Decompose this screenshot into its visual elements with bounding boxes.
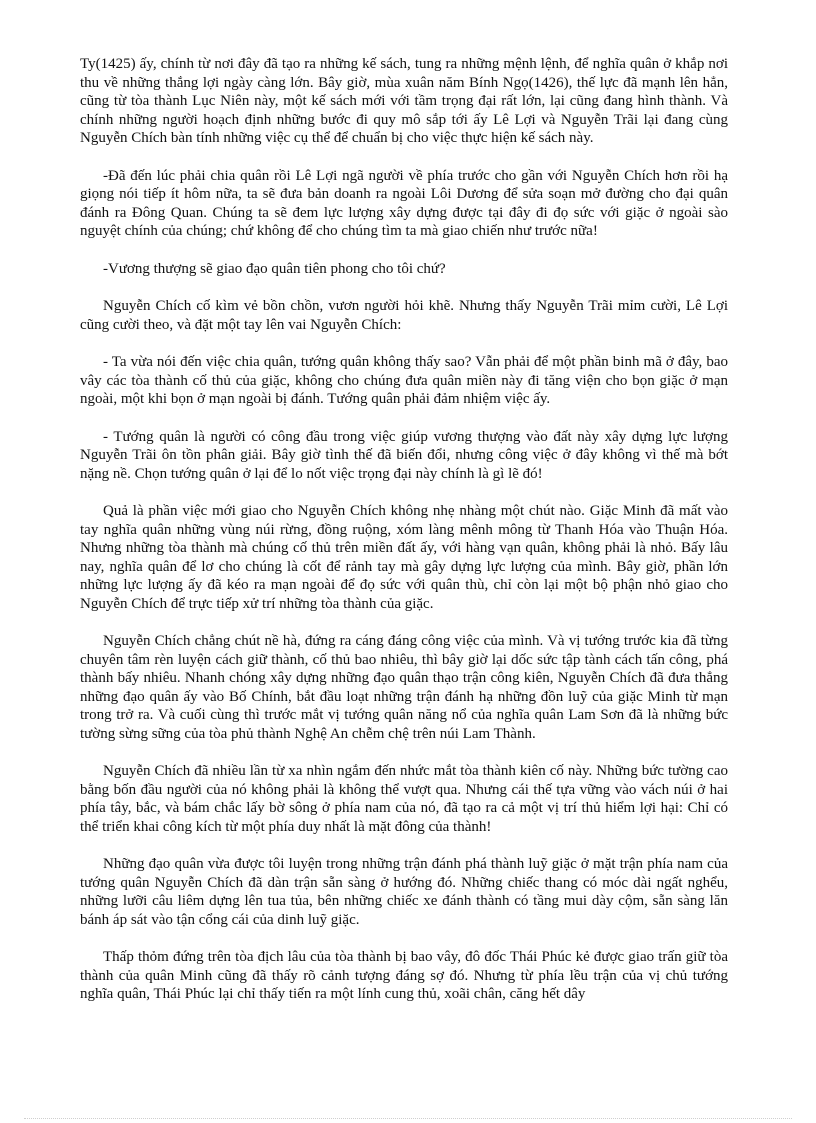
paragraph: Nguyễn Chích đã nhiều lần từ xa nhìn ngắm đến nhức mắt tòa thành kiên cố này. Những bức tường cao bằng bốn đầu người của nó không phải là không thể vượt qua. Nhưng cái thế tựa vững vào vách núi ở hai phía tây, bắc, và bám chắc lấy bờ sông ở phía nam của nó, đã tạo ra cả một vị trí thủ hiểm lợi hại: Chỉ có thể triển khai công kích từ một phía duy nhất là mặt đông của thành!: [80, 763, 728, 835]
paragraph: Ty(1425) ấy, chính từ nơi đây đã tạo ra những kế sách, tung ra những mệnh lệnh, để nghĩa quân ở khắp nơi thu về những thắng lợi ngày càng lớn. Bây giờ, mùa xuân năm Bính Ngọ(1426), thế lực đã mạnh lên hẳn, cũng từ tòa thành Lục Niên này, một kế sách mới với tầm trọng đại rất lớn, lại cũng đang hình thành. Và chính những người hoạch định những bước đi quy mô sắp tới ấy Lê Lợi và Nguyễn Trãi lại đang cùng Nguyễn Chích bàn tính những việc cụ thể để chuẩn bị cho việc thực hiện kế sách này.: [80, 56, 728, 146]
paragraph: -Đã đến lúc phải chia quân rồi Lê Lợi ngã người về phía trước cho gần với Nguyễn Chích hơn rồi hạ giọng nói tiếp ít hôm nữa, ta sẽ đưa bản doanh ra ngoài Lôi Dương để sửa soạn mở đường cho đại quân đánh ra Đông Quan. Chúng ta sẽ đem lực lượng xây dựng được tại đây đi đọ sức với giặc ở ngoài sào nguyệt chính của chúng; chứ không để cho chúng tìm ta mà giao chiến như trước nữa!: [80, 167, 728, 239]
paragraph: Nguyễn Chích chẳng chút nề hà, đứng ra cáng đáng công việc của mình. Và vị tướng trước kia đã từng chuyên tâm rèn luyện cách giữ thành, cố thủ bao nhiêu, thì bây giờ lại dốc sức tập tành cách tấn công, phá thành bấy nhiêu. Nhanh chóng xây dựng những đạo quân thạo trận công kiên, Nguyễn Chích đã đưa thẳng những đạo quân ấy vào Bố Chính, bắt đầu loạt những trận đánh hạ những đồn luỹ của giặc Minh từ mạn trong trở ra. Và cuối cùng thì trước mắt vị tướng quân năng nổ của nghĩa quân Lam Sơn đã là những bức tường sừng sững của tòa phủ thành Nghệ An chễm chệ trên núi Lam Thành.: [80, 633, 728, 742]
paragraph: Quả là phần việc mới giao cho Nguyễn Chích không nhẹ nhàng một chút nào. Giặc Minh đã mất vào tay nghĩa quân những vùng núi rừng, đồng ruộng, xóm làng mênh mông từ Thanh Hóa vào Thuận Hóa. Nhưng những tòa thành mà chúng cố thủ trên miền đất ấy, với hàng vạn quân, không phải là nhỏ. Bấy lâu nay, nghĩa quân để lơ cho chúng là cốt để rảnh tay mà gây dựng lực lượng của mình. Bây giờ, phần lớn những lực lượng ấy đã kéo ra mạn ngoài để đọ sức với quân thù, chỉ còn lại một bộ phận nhỏ giao cho Nguyễn Chích để trực tiếp xử trí những tòa thành của giặc.: [80, 503, 728, 612]
paragraph: Nguyễn Chích cố kìm vẻ bồn chồn, vươn người hỏi khẽ. Nhưng thấy Nguyễn Trãi mỉm cười, Lê Lợi cũng cười theo, và đặt một tay lên vai Nguyễn Chích:: [80, 298, 728, 333]
paragraph: Những đạo quân vừa được tôi luyện trong những trận đánh phá thành luỹ giặc ở mặt trận phía nam của tướng quân Nguyễn Chích đã dàn trận sẵn sàng ở hướng đó. Những chiếc thang có móc dài ngất nghểu, những lưỡi câu liêm dựng lên tua tủa, bên những chiếc xe đánh thành có tầng mui dày cộm, sẵn sàng lăn bánh áp sát vào tận cổng cái của dinh luỹ giặc.: [80, 856, 728, 928]
page-bottom-divider: [24, 1118, 792, 1119]
paragraph: - Tướng quân là người có công đầu trong việc giúp vương thượng vào đất này xây dựng lực lượng Nguyễn Trãi ôn tồn phân giải. Bây giờ tình thế đã biến đổi, nhưng công việc ở đây không vì thế mà bớt nặng nề. Chọn tướng quân ở lại để lo nốt việc trọng đại này chính là gì lẽ đó!: [80, 428, 728, 482]
paragraph: -Vương thượng sẽ giao đạo quân tiên phong cho tôi chứ?: [103, 260, 446, 277]
document-page: [80, 55, 728, 1023]
paragraph: Thấp thỏm đứng trên tòa địch lâu của tòa thành bị bao vây, đô đốc Thái Phúc kẻ được giao trấn giữ tòa thành của quân Minh cũng đã thấy rõ cảnh tượng đáng sợ đó. Nhưng từ phía lều trận của vị chủ tướng nghĩa quân, Thái Phúc lại chỉ thấy tiến ra một lính cung thủ, xoãi chân, căng hết dây: [80, 949, 728, 1002]
paragraph: - Ta vừa nói đến việc chia quân, tướng quân không thấy sao? Vẫn phải để một phần binh mã ở đây, bao vây các tòa thành cố thủ của giặc, không cho chúng đưa quân miền này đi tăng viện cho bọn giặc ở mạn ngoài, một khi bọn ở mạn ngoài bị đánh. Tướng quân phải đảm nhiệm việc ấy.: [80, 354, 728, 407]
